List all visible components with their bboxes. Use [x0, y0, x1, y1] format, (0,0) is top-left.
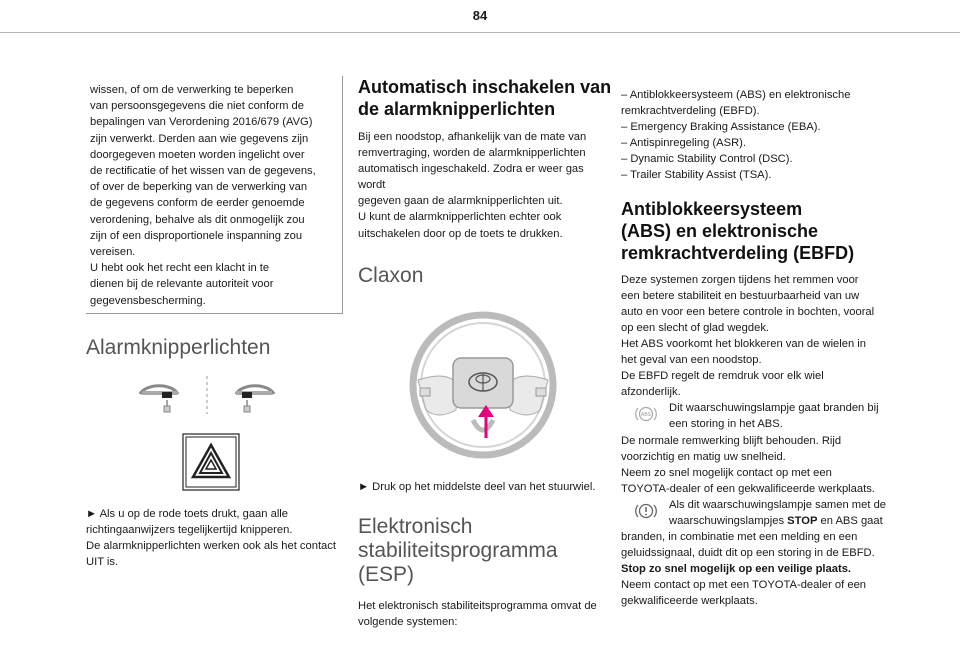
text-line: op een slecht of glad wegdek. [621, 321, 770, 334]
text-line: De EBFD regelt de remdruk voor elk wiel [621, 370, 824, 383]
text-line: U kunt de alarmknipperlichten echter ook [358, 211, 562, 224]
brake-after-text [621, 529, 889, 609]
auto-hazard-text [358, 129, 612, 242]
abs-text [621, 272, 889, 401]
brake-warning-light-icon [635, 500, 657, 527]
esp-systems-list [621, 87, 889, 184]
list-item: – Antiblokkeersysteem (ABS) en elektronische [621, 89, 851, 101]
header-divider [0, 32, 960, 33]
text-line: volgende systemen: [358, 615, 458, 628]
note-line: vereisen. [90, 246, 136, 259]
brake-warning-note [621, 497, 889, 529]
instruction-line: richtingaanwijzers tegelijkertijd knipperen. [86, 523, 293, 536]
text-line: automatisch ingeschakeld. Zodra er weer gas wordt [358, 163, 584, 192]
abs-warning-light-icon [635, 403, 657, 430]
text-line: het geval van een noodstop. [621, 354, 762, 367]
text-line: Als dit waarschuwingslampje samen met de [669, 498, 887, 511]
left-column [86, 76, 344, 570]
horn-heading: Claxon [358, 263, 424, 287]
text-line: De normale remwerking blijft behouden. Rijd [621, 434, 842, 447]
text-line: Bij een noodstop, afhankelijk van de mate van [358, 131, 587, 143]
list-item: – Antispinregeling (ASR). [621, 137, 746, 150]
list-item: – Emergency Braking Assistance (EBA). [621, 121, 821, 134]
note-line: dienen bij de relevante autoriteit voor [90, 278, 274, 291]
note-line: zijn verwerkt. Derden aan wie gegevens zijn [90, 132, 309, 145]
text-line: auto en voor een betere controle in bochten, vooral [621, 305, 875, 318]
text-line: gegeven gaan de alarmknipperlichten uit. [358, 195, 563, 208]
list-item: – Trailer Stability Assist (TSA). [621, 169, 772, 182]
abs-warning-note [621, 400, 889, 432]
text-line: branden, in combinatie met een melding en een [621, 531, 858, 544]
text-line: Dit waarschuwingslampje gaat branden bij [669, 402, 879, 415]
note-line: de gegevens conform de eerder genoemde [90, 197, 305, 210]
abs-heading: Antiblokkeersysteem (ABS) en elektronische remkrachtverdeling (EBFD) [621, 198, 855, 263]
note-line: of over de beperking van de verwerking van [90, 181, 308, 194]
instruction-line: De alarmknipperlichten werken ook als het contact [86, 540, 336, 553]
stop-warning-bold: Stop zo snel mogelijk op een veilige plaats. [621, 563, 852, 576]
steering-wheel-illustration [398, 310, 612, 465]
steering-wheel-left-icon [140, 386, 178, 412]
note-line: U hebt ook het recht een klacht in te [90, 262, 270, 275]
note-line: verordening, behalve als dit onmogelijk zou [90, 213, 305, 226]
text-line: voorzichtig en matig uw snelheid. [621, 450, 786, 463]
abs-after-text [621, 433, 889, 497]
text-line: waarschuwingslampjes STOP en ABS gaat [669, 514, 883, 527]
text-line: afzonderlijk. [621, 386, 681, 399]
note-line: de rectificatie of het wissen van de gegevens, [90, 165, 316, 178]
list-item: remkrachtverdeling (EBFD). [621, 105, 760, 118]
text-line: TOYOTA-dealer of een gekwalificeerde werkplaats. [621, 482, 875, 495]
hazard-button-icon [182, 433, 344, 496]
horn-instruction: ► Druk op het middelste deel van het stuurwiel. [358, 480, 596, 493]
note-line: wissen, of om de verwerking te beperken [90, 84, 294, 96]
text-line: Neem contact op met een TOYOTA-dealer of een [621, 579, 867, 592]
esp-heading: Elektronisch stabiliteitsprogramma (ESP) [358, 514, 558, 586]
note-line: bepalingen van Verordening 2016/679 (AVG) [90, 116, 313, 129]
text-line: Deze systemen zorgen tijdens het remmen voor [621, 273, 859, 286]
text-line: remvertraging, worden de alarmknipperlichten [358, 147, 586, 160]
auto-hazard-heading: Automatisch inschakelen van de alarmknipperlichten [358, 77, 612, 119]
note-line: doorgegeven moeten worden ingelicht over [90, 148, 305, 161]
middle-column [358, 76, 612, 630]
text-line: een storing in het ABS. [669, 418, 783, 431]
steering-wheel-right-icon [236, 386, 274, 412]
text-line: Neem zo snel mogelijk contact op met een [621, 466, 832, 479]
text-line: uitschakelen door op de toets te drukken. [358, 227, 563, 240]
note-line: zijn of een disproportionele inspanning zou [90, 229, 303, 242]
privacy-note-box [86, 76, 343, 314]
text-line: gekwalificeerde werkplaats. [621, 595, 758, 608]
instruction-line: UIT is. [86, 556, 119, 569]
esp-text [358, 598, 612, 630]
svg-text:ABS: ABS [640, 412, 652, 419]
note-line: van persoonsgegevens die niet conform de [90, 100, 304, 113]
text-line: Het ABS voorkomt het blokkeren van de wielen in [621, 337, 867, 350]
instruction-line: ► Als u op de rode toets drukt, gaan alle [86, 507, 289, 520]
text-line: geluidssignaal, duidt dit op een storing in de EBFD. [621, 547, 875, 560]
hazard-lights-heading: Alarmknipperlichten [86, 335, 271, 359]
note-line: gegevensbescherming. [90, 294, 206, 307]
hazard-switch-illustration [132, 374, 344, 423]
hazard-instruction [86, 506, 344, 570]
page-number: 84 [472, 8, 488, 23]
list-item: – Dynamic Stability Control (DSC). [621, 153, 793, 166]
right-column [621, 87, 889, 610]
text-line: Het elektronisch stabiliteitsprogramma omvat de [358, 599, 597, 612]
text-line: een betere stabiliteit en bestuurbaarheid van uw [621, 289, 860, 302]
